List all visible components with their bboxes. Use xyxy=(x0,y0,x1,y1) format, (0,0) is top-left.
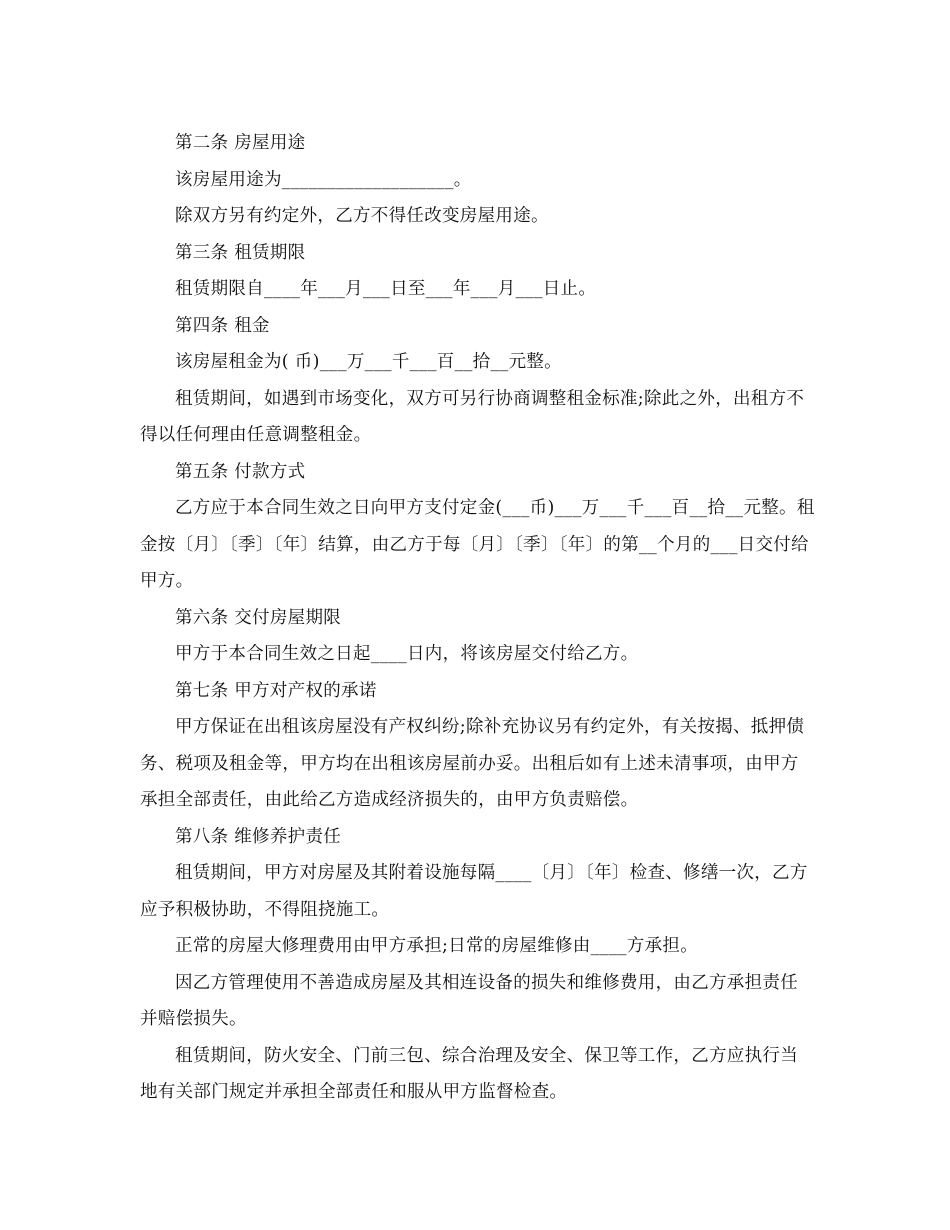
paragraph-rent-adjustment: 租赁期间，如遇到市场变化，双方可另行协商调整租金标准;除此之外，出租方不得以任何理由任意调整租金。 xyxy=(140,388,805,445)
article-heading-3: 第三条 租赁期限 xyxy=(175,242,306,263)
paragraph-property-rights: 甲方保证在出租该房屋没有产权纠纷;除补充协议另有约定外，有关按揭、抵押债务、税项及租金等，甲方均在出租该房屋前办妥。出租后如有上述未清事项，由甲方承担全部责任，由此给乙方造成经济损失的，由甲方负责赔偿。 xyxy=(140,717,805,810)
paragraph-damage-liability: 因乙方管理使用不善造成房屋及其相连设备的损失和维修费用，由乙方承担责任并赔偿损失。 xyxy=(140,972,798,1029)
article-heading-4: 第四条 租金 xyxy=(175,315,270,336)
article-heading-2: 第二条 房屋用途 xyxy=(175,133,306,153)
article-heading-7: 第七条 甲方对产权的承诺 xyxy=(175,680,377,701)
paragraph-safety-duties: 租赁期间，防火安全、门前三包、综合治理及安全、保卫等工作，乙方应执行当地有关部门规定并承担全部责任和服从甲方监督检查。 xyxy=(140,1045,798,1102)
paragraph-payment: 乙方应于本合同生效之日向甲方支付定金(___币)___万___千___百__拾__元整。租金按〔月〕〔季〕〔年〕结算，由乙方于每〔月〕〔季〕〔年〕的第__个月的___日交付给甲方。 xyxy=(140,498,815,591)
article-heading-8: 第八条 维修养护责任 xyxy=(175,826,342,847)
paragraph-rent-amount: 该房屋租金为( 币)___万___千___百__拾__元整。 xyxy=(175,352,562,372)
paragraph-usage: 该房屋用途为___________________。 xyxy=(175,169,472,190)
paragraph-repair-cost: 正常的房屋大修理费用由甲方承担;日常的房屋维修由____方承担。 xyxy=(175,936,698,956)
paragraph-inspection: 租赁期间，甲方对房屋及其附着设施每隔____〔月〕〔年〕检查、修缮一次，乙方应予积极协助，不得阻挠施工。 xyxy=(140,863,808,920)
article-heading-5: 第五条 付款方式 xyxy=(175,461,306,482)
article-heading-6: 第六条 交付房屋期限 xyxy=(175,607,342,628)
document-body xyxy=(140,125,815,1111)
paragraph-lease-term: 租赁期限自____年___月___日至___年___月___日止。 xyxy=(175,279,597,299)
paragraph-usage-restriction: 除双方另有约定外，乙方不得任改变房屋用途。 xyxy=(175,206,549,226)
paragraph-delivery: 甲方于本合同生效之日起____日内，将该房屋交付给乙方。 xyxy=(175,644,639,664)
